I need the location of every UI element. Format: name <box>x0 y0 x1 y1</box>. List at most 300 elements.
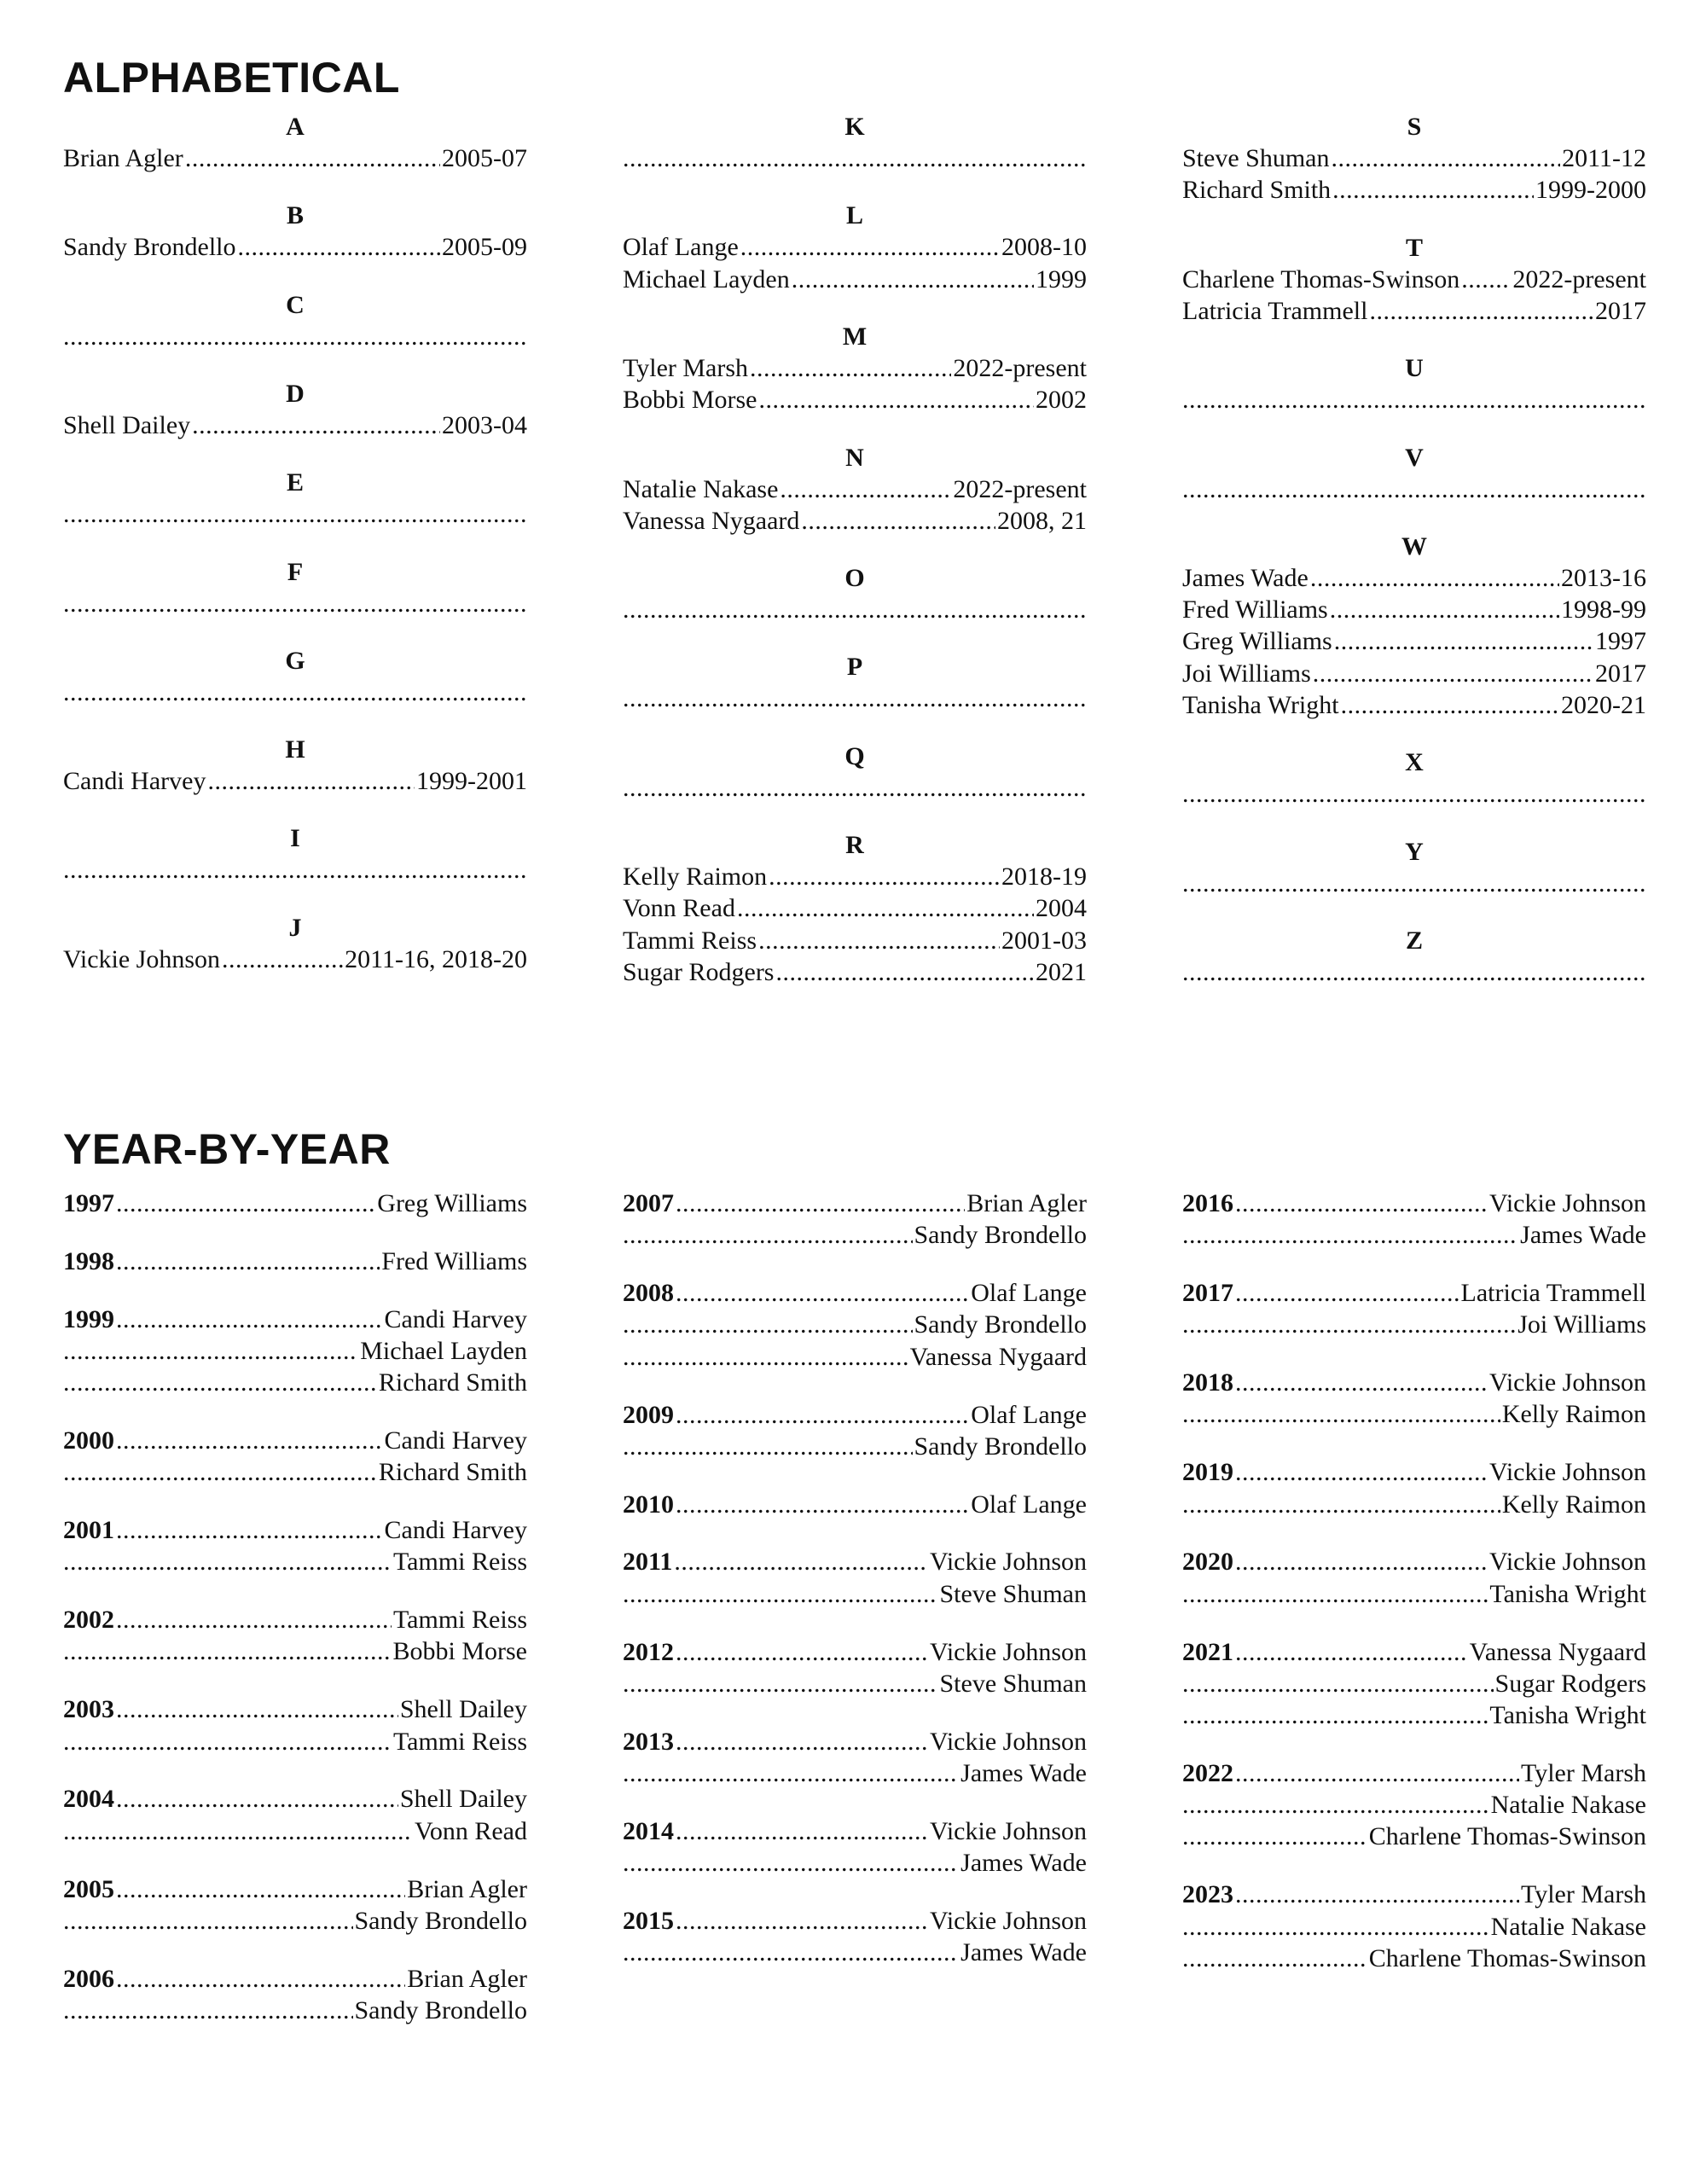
year-entry <box>1182 1546 1646 1577</box>
season-year: 2003 <box>63 1695 114 1724</box>
coach-name: James Wade <box>960 1938 1087 1967</box>
dot-leader <box>750 352 951 384</box>
season-year: 2009 <box>623 1400 674 1429</box>
empty-dot-leader <box>63 498 527 530</box>
dot-leader <box>63 1367 377 1398</box>
coach-name: Vickie Johnson <box>1488 1458 1646 1487</box>
year-entry <box>63 1425 527 1456</box>
year-group-2018 <box>1182 1367 1646 1431</box>
dot-leader <box>1235 1757 1519 1789</box>
coach-name: Shell Dailey <box>399 1785 527 1814</box>
empty-dot-leader <box>1182 384 1646 415</box>
year-entry <box>1182 1219 1646 1251</box>
dot-leader <box>207 765 415 797</box>
dot-leader <box>63 1905 353 1937</box>
letter-group-a <box>63 111 527 174</box>
dot-leader <box>676 1188 965 1219</box>
year-entry <box>1182 1757 1646 1789</box>
alphabetical-heading: ALPHABETICAL <box>63 54 400 102</box>
year-entry <box>63 1693 527 1725</box>
dot-leader <box>1461 264 1511 295</box>
season-year: 2013 <box>623 1727 674 1756</box>
year-entry <box>1182 1309 1646 1340</box>
year-group-2005 <box>63 1873 527 1937</box>
coach-entry <box>623 384 1087 415</box>
coach-name: Charlene Thomas-Swinson <box>1368 1822 1646 1851</box>
coach-name: Vickie Johnson <box>1488 1368 1646 1397</box>
coach-years: 2002 <box>1036 386 1087 415</box>
coach-entry <box>1182 264 1646 295</box>
coach-entry <box>623 473 1087 505</box>
coach-years: 2013-16 <box>1561 563 1646 592</box>
letter-heading: R <box>845 831 864 859</box>
coach-name: Tanisha Wright <box>1489 1579 1646 1608</box>
coach-name: Kelly Raimon <box>1501 1490 1646 1519</box>
dot-leader <box>116 1783 398 1815</box>
dot-leader <box>676 1636 928 1668</box>
year-entry <box>1182 1636 1646 1668</box>
letter-heading: I <box>290 824 300 853</box>
dot-leader <box>737 892 1034 924</box>
year-entry <box>63 1367 527 1398</box>
coach-name: Sandy Brondello <box>914 1432 1087 1461</box>
dot-leader <box>1182 1789 1489 1821</box>
season-year: 2015 <box>623 1906 674 1935</box>
coach-years: 2005-07 <box>442 144 527 172</box>
coach-name: Greg Williams <box>377 1189 527 1217</box>
letter-heading: H <box>285 735 305 764</box>
dot-leader <box>623 1668 938 1699</box>
dot-leader <box>1235 1456 1488 1488</box>
year-group-2012 <box>623 1636 1087 1700</box>
year-group-2004 <box>63 1783 527 1847</box>
dot-leader <box>1235 1188 1488 1219</box>
year-group-2013 <box>623 1726 1087 1790</box>
dot-leader <box>1332 174 1534 206</box>
year-entry <box>63 1905 527 1937</box>
year-entry <box>623 1188 1087 1219</box>
season-year: 2011 <box>623 1548 673 1577</box>
coach-name: Tanisha Wright <box>1182 690 1339 719</box>
year-group-2009 <box>623 1399 1087 1463</box>
dot-leader <box>1341 689 1559 721</box>
coach-name: Greg Williams <box>1182 627 1332 656</box>
season-year: 2019 <box>1182 1458 1233 1487</box>
year-entry <box>1182 1578 1646 1610</box>
year-group-2022 <box>1182 1757 1646 1853</box>
coach-name: James Wade <box>960 1758 1087 1787</box>
dot-leader <box>1182 1699 1488 1731</box>
dot-leader <box>1332 142 1561 174</box>
coach-name: Richard Smith <box>378 1368 527 1397</box>
year-entry <box>1182 1188 1646 1219</box>
season-year: 2005 <box>63 1874 114 1903</box>
letter-group-l <box>623 200 1087 295</box>
coach-name: Tammi Reiss <box>392 1548 527 1577</box>
year-entry <box>623 1726 1087 1757</box>
dot-leader <box>1182 1943 1367 1974</box>
year-entry <box>63 1783 527 1815</box>
coach-entry <box>63 765 527 797</box>
year-group-2002 <box>63 1604 527 1668</box>
coach-name: Bobbi Morse <box>623 386 757 415</box>
season-year: 2004 <box>63 1785 114 1814</box>
letter-heading: Q <box>844 741 865 770</box>
letter-heading: J <box>288 913 302 942</box>
year-group-2011 <box>623 1546 1087 1610</box>
letter-heading: Y <box>1405 837 1424 866</box>
coach-name: Steve Shuman <box>939 1579 1087 1608</box>
year-entry <box>623 1668 1087 1699</box>
coach-name: Brian Agler <box>407 1874 527 1903</box>
empty-dot-leader <box>623 594 1087 625</box>
dot-leader <box>238 231 441 263</box>
dot-leader <box>63 1726 392 1757</box>
year-entry <box>623 1309 1087 1340</box>
letter-group-x <box>1182 746 1646 810</box>
coach-years: 2004 <box>1036 894 1087 923</box>
dot-leader <box>740 231 1000 263</box>
letter-group-k <box>623 111 1087 174</box>
year-group-2000 <box>63 1425 527 1489</box>
coach-entry <box>623 956 1087 988</box>
year-entry <box>623 1757 1087 1789</box>
dot-leader <box>63 1546 392 1577</box>
letter-heading: K <box>844 113 865 141</box>
year-group-2010 <box>623 1489 1087 1520</box>
coach-name: Michael Layden <box>360 1336 527 1365</box>
year-entry <box>63 1304 527 1335</box>
coach-name: Sandy Brondello <box>914 1310 1087 1339</box>
year-entry <box>63 1246 527 1277</box>
letter-heading: Z <box>1405 926 1423 955</box>
dot-leader <box>769 861 1000 892</box>
dot-leader <box>192 410 440 441</box>
year-entry <box>63 1514 527 1546</box>
season-year: 1997 <box>63 1189 114 1217</box>
dot-leader <box>775 956 1034 988</box>
season-year: 2007 <box>623 1189 674 1217</box>
coach-entry <box>63 410 527 441</box>
coach-name: Sugar Rodgers <box>623 957 775 986</box>
coach-years: 2020-21 <box>1561 690 1646 719</box>
year-entry <box>63 1873 527 1905</box>
year-entry <box>63 1963 527 1995</box>
dot-leader <box>1310 562 1559 594</box>
coach-name: Richard Smith <box>378 1458 527 1487</box>
coach-name: Sandy Brondello <box>63 233 236 262</box>
coach-name: Kelly Raimon <box>1501 1400 1646 1429</box>
dot-leader <box>674 1546 928 1577</box>
coach-name: Sandy Brondello <box>354 1906 527 1935</box>
year-group-2007 <box>623 1188 1087 1252</box>
year-group-2021 <box>1182 1636 1646 1732</box>
letter-heading: W <box>1401 531 1427 561</box>
letter-group-z <box>1182 925 1646 988</box>
year-entry <box>1182 1943 1646 1974</box>
coach-years: 1999-2000 <box>1535 176 1646 205</box>
coach-entry <box>623 892 1087 924</box>
empty-dot-leader <box>623 142 1087 174</box>
year-entry <box>623 1636 1087 1668</box>
year-entry <box>63 1456 527 1488</box>
dot-leader <box>623 1937 959 1968</box>
letter-group-e <box>63 467 527 530</box>
dot-leader <box>116 1604 392 1635</box>
dot-leader <box>63 1815 413 1847</box>
coach-name: Vanessa Nygaard <box>1469 1637 1646 1666</box>
coach-years: 2017 <box>1595 659 1646 688</box>
coach-name: Steve Shuman <box>939 1669 1087 1698</box>
year-by-year-heading: YEAR-BY-YEAR <box>63 1125 391 1173</box>
dot-leader <box>780 473 951 505</box>
dot-leader <box>1235 1367 1488 1398</box>
letter-heading: S <box>1407 113 1422 141</box>
letter-group-s <box>1182 111 1646 206</box>
season-year: 2012 <box>623 1637 674 1666</box>
letter-heading: G <box>285 646 305 675</box>
coach-name: Candi Harvey <box>384 1516 527 1545</box>
coach-name: Tanisha Wright <box>1489 1701 1646 1730</box>
dot-leader <box>1182 1911 1489 1943</box>
coach-name: Vickie Johnson <box>1488 1548 1646 1577</box>
coach-years: 1999-2001 <box>416 767 527 796</box>
dot-leader <box>1182 1489 1500 1520</box>
season-year: 2014 <box>623 1816 674 1845</box>
dot-leader <box>116 1963 405 1995</box>
year-group-1997 <box>63 1188 527 1219</box>
dot-leader <box>63 1995 353 2026</box>
year-entry <box>63 1995 527 2026</box>
empty-dot-leader <box>1182 956 1646 988</box>
coach-entry <box>623 352 1087 384</box>
coach-name: Vickie Johnson <box>929 1727 1087 1756</box>
coach-name: Michael Layden <box>623 264 790 293</box>
dot-leader <box>623 1309 913 1340</box>
coach-name: Steve Shuman <box>1182 144 1330 172</box>
dot-leader <box>1182 1309 1516 1340</box>
season-year: 2000 <box>63 1426 114 1455</box>
dot-leader <box>623 1757 959 1789</box>
dot-leader <box>623 1431 913 1462</box>
coach-name: Vickie Johnson <box>929 1816 1087 1845</box>
season-year: 2017 <box>1182 1279 1233 1308</box>
season-year: 2018 <box>1182 1368 1233 1397</box>
coach-name: Fred Williams <box>1182 595 1328 624</box>
dot-leader <box>116 1246 380 1277</box>
coach-name: Olaf Lange <box>623 233 739 262</box>
letter-group-i <box>63 822 527 886</box>
letter-heading: O <box>844 564 865 593</box>
letter-heading: X <box>1405 748 1424 777</box>
empty-dot-leader <box>623 682 1087 714</box>
coach-name: Brian Agler <box>63 144 183 172</box>
dot-leader <box>623 1847 959 1879</box>
year-entry <box>63 1635 527 1667</box>
year-entry <box>1182 1789 1646 1821</box>
year-entry <box>1182 1489 1646 1520</box>
year-entry <box>1182 1277 1646 1309</box>
letter-group-y <box>1182 836 1646 899</box>
dot-leader <box>1182 1219 1518 1251</box>
empty-dot-leader <box>63 321 527 352</box>
dot-leader <box>1182 1668 1494 1699</box>
letter-heading: F <box>287 557 304 586</box>
coach-entry <box>1182 594 1646 625</box>
year-group-2020 <box>1182 1546 1646 1610</box>
dot-leader <box>676 1277 969 1309</box>
letter-group-u <box>1182 352 1646 415</box>
dot-leader <box>1235 1277 1459 1309</box>
dot-leader <box>623 1219 913 1251</box>
empty-dot-leader <box>1182 778 1646 810</box>
letter-heading: N <box>845 443 864 472</box>
letter-heading: V <box>1405 443 1424 472</box>
letter-heading: E <box>286 468 304 497</box>
season-year: 2023 <box>1182 1880 1233 1909</box>
dot-leader <box>676 1489 969 1520</box>
coach-entry <box>63 231 527 263</box>
year-entry <box>623 1277 1087 1309</box>
year-entry <box>63 1726 527 1757</box>
year-entry <box>623 1815 1087 1847</box>
coach-entry <box>623 505 1087 537</box>
year-group-2008 <box>623 1277 1087 1373</box>
year-group-1998 <box>63 1246 527 1277</box>
dot-leader <box>222 944 343 975</box>
year-entry <box>1182 1367 1646 1398</box>
year-entry <box>623 1219 1087 1251</box>
dot-leader <box>1182 1578 1488 1610</box>
coach-years: 1997 <box>1595 627 1646 656</box>
coach-years: 2003-04 <box>442 410 527 439</box>
season-year: 2010 <box>623 1490 674 1519</box>
coach-entry <box>623 264 1087 295</box>
coach-name: Tyler Marsh <box>1520 1758 1646 1787</box>
dot-leader <box>116 1514 383 1546</box>
dot-leader <box>1235 1546 1488 1577</box>
coach-years: 2018-19 <box>1001 863 1087 891</box>
dot-leader <box>676 1815 928 1847</box>
season-year: 2016 <box>1182 1189 1233 1217</box>
letter-group-t <box>1182 232 1646 328</box>
year-group-2003 <box>63 1693 527 1757</box>
dot-leader <box>1235 1879 1519 1910</box>
dot-leader <box>116 1693 398 1725</box>
coach-years: 2021 <box>1036 957 1087 986</box>
season-year: 2008 <box>623 1279 674 1308</box>
year-entry <box>63 1188 527 1219</box>
coach-years: 2008-10 <box>1001 233 1087 262</box>
dot-leader <box>63 1335 358 1367</box>
coach-name: Natalie Nakase <box>1490 1912 1646 1941</box>
year-entry <box>623 1578 1087 1610</box>
coach-name: Kelly Raimon <box>623 863 768 891</box>
coach-entry <box>1182 658 1646 689</box>
coach-name: Candi Harvey <box>384 1304 527 1333</box>
year-entry <box>623 1399 1087 1431</box>
dot-leader <box>116 1425 383 1456</box>
year-group-2014 <box>623 1815 1087 1879</box>
year-entry <box>63 1815 527 1847</box>
coach-years: 1998-99 <box>1561 595 1646 624</box>
dot-leader <box>1182 1398 1500 1430</box>
letter-group-d <box>63 378 527 441</box>
year-entry <box>1182 1911 1646 1943</box>
coach-name: Vonn Read <box>623 894 735 923</box>
season-year: 1998 <box>63 1246 114 1275</box>
coach-entry <box>1182 295 1646 327</box>
year-group-2015 <box>623 1905 1087 1969</box>
coach-name: James Wade <box>960 1848 1087 1877</box>
coach-years: 2008, 21 <box>997 506 1087 535</box>
coach-name: Brian Agler <box>966 1189 1087 1217</box>
letter-heading: M <box>842 322 868 351</box>
coach-name: Brian Agler <box>407 1964 527 1993</box>
coach-name: Natalie Nakase <box>1490 1791 1646 1820</box>
year-entry <box>623 1431 1087 1462</box>
coach-name: Joi Williams <box>1182 659 1311 688</box>
dot-leader <box>1369 295 1593 327</box>
letter-group-m <box>623 321 1087 416</box>
dot-leader <box>116 1873 405 1905</box>
coach-entry <box>1182 689 1646 721</box>
dot-leader <box>759 384 1035 415</box>
coach-name: Sandy Brondello <box>914 1221 1087 1250</box>
letter-group-g <box>63 645 527 708</box>
letter-group-v <box>1182 442 1646 505</box>
season-year: 2021 <box>1182 1637 1233 1666</box>
coach-name: Joi Williams <box>1517 1310 1646 1339</box>
coach-name: Candi Harvey <box>63 767 206 796</box>
coach-years: 2022-present <box>953 474 1087 503</box>
empty-dot-leader <box>63 854 527 886</box>
coach-name: Shell Dailey <box>399 1695 527 1724</box>
dot-leader <box>1182 1821 1367 1852</box>
year-entry <box>623 1937 1087 1968</box>
dot-leader <box>1313 658 1593 689</box>
letter-group-q <box>623 741 1087 804</box>
year-group-2023 <box>1182 1879 1646 1974</box>
coach-name: Fred Williams <box>381 1246 527 1275</box>
coach-name: Vanessa Nygaard <box>909 1342 1087 1371</box>
coach-entry <box>1182 142 1646 174</box>
year-entry <box>63 1335 527 1367</box>
year-entry <box>623 1546 1087 1577</box>
empty-dot-leader <box>1182 868 1646 899</box>
year-entry <box>1182 1456 1646 1488</box>
coach-years: 1999 <box>1036 264 1087 293</box>
coach-name: James Wade <box>1520 1221 1646 1250</box>
dot-leader <box>623 1341 908 1373</box>
dot-leader <box>676 1905 928 1937</box>
coach-name: Tammi Reiss <box>392 1606 527 1635</box>
coach-name: Tyler Marsh <box>623 353 749 382</box>
dot-leader <box>792 264 1034 295</box>
coach-name: Sandy Brondello <box>354 1995 527 2024</box>
coach-years: 2011-12 <box>1562 144 1646 172</box>
letter-heading: A <box>286 113 305 141</box>
coach-name: Vonn Read <box>415 1816 527 1845</box>
letter-heading: U <box>1405 354 1424 383</box>
coach-name: Candi Harvey <box>384 1426 527 1455</box>
dot-leader <box>63 1635 392 1667</box>
dot-leader <box>1334 625 1593 657</box>
coach-entry <box>63 944 527 975</box>
empty-dot-leader <box>63 588 527 619</box>
coach-name: Tammi Reiss <box>392 1727 527 1756</box>
season-year: 2022 <box>1182 1758 1233 1787</box>
